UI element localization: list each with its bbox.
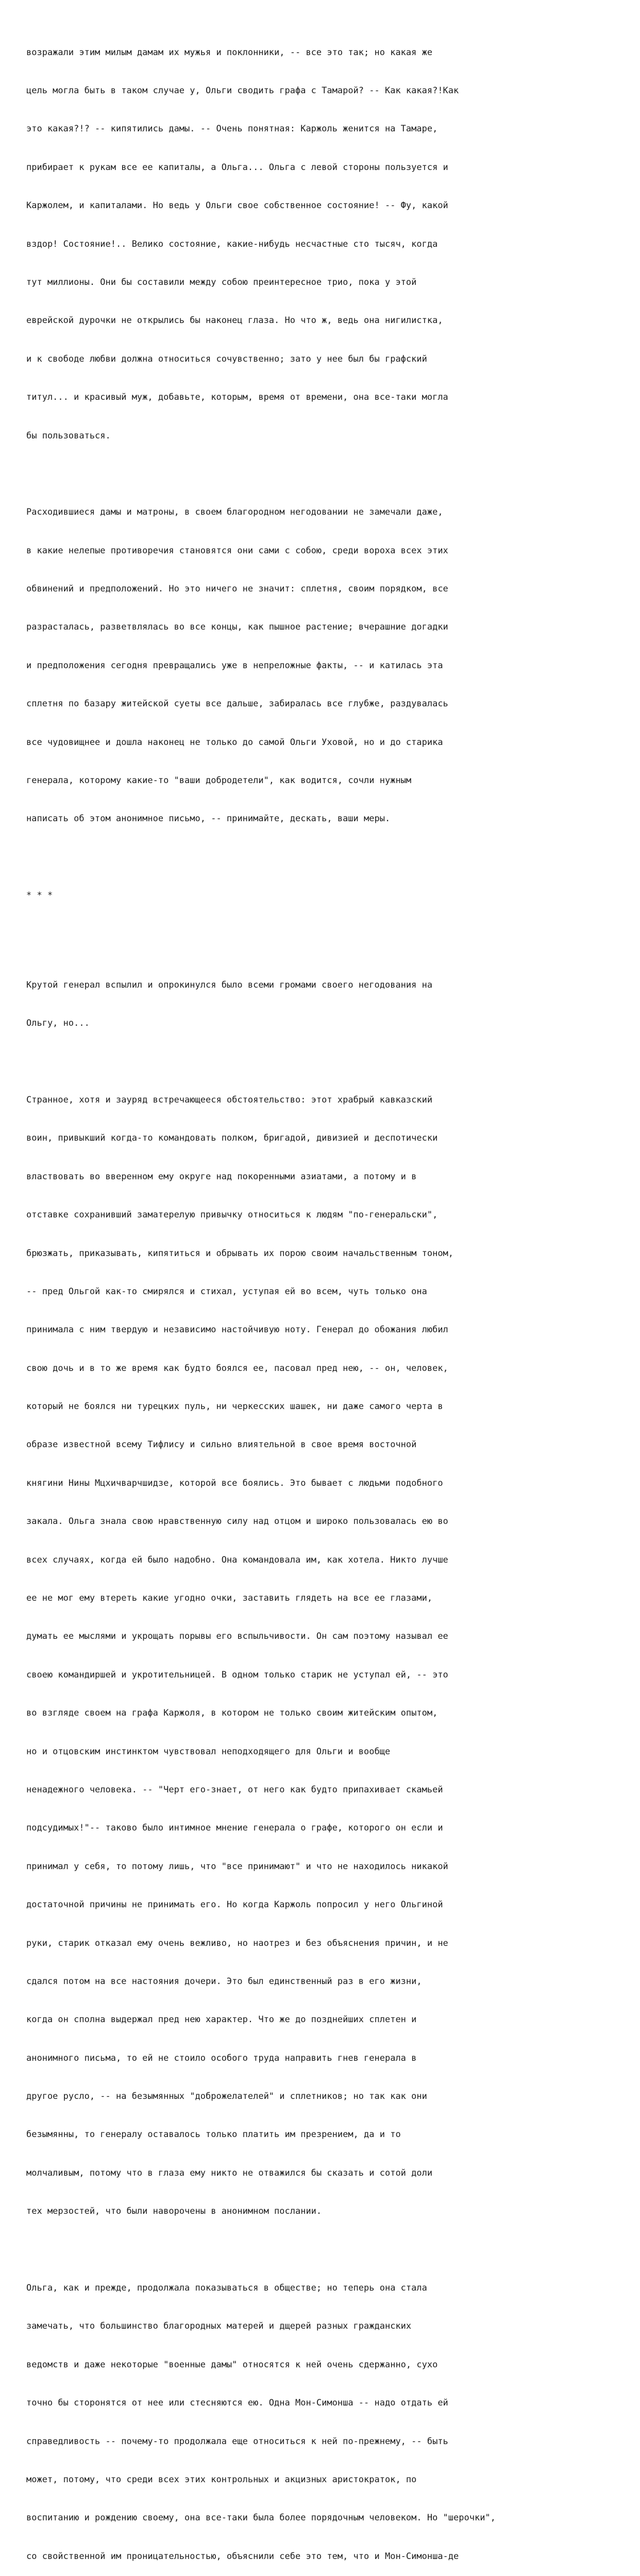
text-line: -- пред Ольгой как-то смирялся и стихал, уступая ей во всем, чуть только она [26,1286,427,1297]
text-line: вздор! Состояние!.. Велико состояние, какие-нибудь несчастные сто тысяч, когда [26,239,438,249]
text-line: другое русло, -- на безымянных "доброжелателей" и сплетников; но так как они [26,2091,427,2102]
text-line: властвовать во вверенном ему округе над покоренными азиатами, а потому и в [26,1171,417,1182]
text-line: это какая?!? -- кипятились дамы. -- Очень понятная: Каржоль женится на Тамаре, [26,124,438,134]
paragraph-2 [26,481,634,851]
text-line: брюзжать, приказывать, кипятиться и обрывать их порою своим начальственным тоном, [26,1248,454,1259]
text-line: закала. Ольга знала свою нравственную силу над отцом и широко пользовалась ею во [26,1516,448,1527]
text-line: воспитанию и рождению своему, она все-таки была более порядочным человеком. Но "шерочки", [26,2513,496,2523]
paragraph-3 [26,953,634,1055]
text-line: думать ее мыслями и укрощать порывы его вспыльчивости. Он сам поэтому называл ее [26,1631,448,1642]
text-line: Странное, хотя и зауряд встречающееся обстоятельство: этот храбрый кавказский [26,1094,433,1105]
text-line: возражали этим милым дамам их мужья и поклонники, -- все это так; но какая же [26,47,433,58]
text-line: руки, старик отказал ему очень вежливо, но наотрез и без объяснения причин, и не [26,1938,448,1948]
text-line: ведомств и даже некоторые "военные дамы" относятся к ней очень сдержанно, сухо [26,2359,438,2370]
text-line: принимала с ним твердую и независимо настойчивую ноту. Генерал до обожания любил [26,1325,448,1335]
text-line: сдался потом на все настояния дочери. Это был единственный раз в его жизни, [26,1976,422,1987]
text-line: достаточной причины не принимать его. Но когда Каржоль попросил у него Ольгиной [26,1900,443,1910]
text-line: который не боялся ни турецких пуль, ни черкесских шашек, ни даже самого черта в [26,1401,443,1412]
text-line: замечать, что большинство благородных матерей и дщерей разных гражданских [26,2321,412,2332]
text-line: тут миллионы. Они бы составили между собою преинтересное трио, пока у этой [26,277,417,287]
paragraph-gap [26,1056,634,1069]
paragraph-1 [26,21,634,468]
text-line: но и отцовским инстинктом чувствовал неподходящего для Ольги и вообще [26,1746,391,1757]
paragraph-gap [26,940,634,953]
text-line: ее не мог ему втереть какие угодно очки, заставить глядеть на все ее глазами, [26,1593,433,1604]
text-line: во взгляде своем на графа Каржоля, в котором не только своим житейским опытом, [26,1708,438,1719]
text-line: все чудовищнее и дошла наконец не только до самой Ольги Уховой, но и до старика [26,737,443,748]
text-line: ненадежного человека. -- "Черт его-знает, от него как будто припахивает скамьей [26,1784,443,1795]
text-line: анонимного письма, то ей не стоило особого труда направить гнев генерала в [26,2053,417,2063]
text-line: разрасталась, разветвлялась во все концы, как пышное растение; вчерашние догадки [26,622,448,633]
text-line: своею командиршей и укротительницей. В одном только старик не уступал ей, -- это [26,1669,448,1680]
text-line: Расходившиеся дамы и матроны, в своем благородном негодовании не замечали даже, [26,507,443,518]
text-line: сплетня по базару житейской суеты все дальше, забиралась все глубже, раздувалась [26,699,448,709]
text-line: отставке сохранивший заматерелую привычку относиться к людям "по-генеральски", [26,1210,438,1221]
text-line: тех мерзостей, что были наворочены в анонимном послании. [26,2206,322,2217]
text-line: и предположения сегодня превращались уже в непреложные факты, -- и катилась эта [26,660,443,671]
text-line: * * * [26,890,53,901]
paragraph-gap [26,851,634,864]
document-page [26,21,634,2576]
text-line: принимал у себя, то потому лишь, что "все принимают" и что не находилось никакой [26,1861,448,1872]
text-line: безымянны, то генералу оставалось только платить им презрением, да и то [26,2129,401,2140]
text-line: княгини Нины Мцхичварчшидзе, которой все боялись. Это бывает с людьми подобного [26,1478,443,1488]
text-line: справедливость -- почему-то продолжала еще относиться к ней по-прежнему, -- быть [26,2436,448,2447]
section-separator [26,864,634,928]
text-line: Ольга, как и прежде, продолжала показываться в обществе; но теперь она стала [26,2283,427,2294]
paragraph-5 [26,2256,634,2576]
paragraph-gap [26,468,634,481]
text-line: генерала, которому какие-то "ваши добродетели", как водится, сочли нужным [26,775,412,786]
text-line: подсудимых!"-- таково было интимное мнение генерала о графе, которого он если и [26,1823,443,1834]
text-line: точно бы сторонятся от нее или стесняются ею. Одна Мон-Симонша -- надо отдать ей [26,2398,448,2409]
text-line: со свойственной им проницательностью, объяснили себе это тем, что и Мон-Симонша-де [26,2551,459,2562]
text-line: цель могла быть в таком случае у, Ольги сводить графа с Тамарой? -- Как какая?!Как [26,85,459,96]
text-line: свою дочь и в то же время как будто боялся ее, пасовал пред нею, -- он, человек, [26,1363,448,1374]
text-line: в какие нелепые противоречия становятся они сами с собою, среди вороха всех этих [26,545,448,556]
text-line: и к свободе любви должна относиться сочувственно; зато у нее был бы графский [26,353,427,364]
text-line: титул... и красивый муж, добавьте, которым, время от времени, она все-таки могла [26,392,448,403]
paragraph-gap [26,2244,634,2257]
text-line: всех случаях, когда ей было надобно. Она командовала им, как хотела. Никто лучше [26,1554,448,1565]
text-line: бы пользоваться. [26,430,111,441]
text-line: Ольгу, но... [26,1018,90,1029]
text-line: Каржолем, и капиталами. Но ведь у Ольги свое собственное состояние! -- Фу, какой [26,200,448,211]
paragraph-gap [26,928,634,941]
text-line: может, потому, что среди всех этих контрольных и акцизных аристократок, по [26,2475,417,2485]
text-line: воин, привыкший когда-то командовать полком, бригадой, дивизией и деспотически [26,1133,438,1144]
text-line: когда он сполна выдержал пред нею характер. Что же до позднейших сплетен и [26,2014,417,2025]
text-line: Крутой генерал вспылил и опрокинулся было всеми громами своего негодования на [26,979,433,990]
text-line: еврейской дурочки не открылись бы наконец глаза. Но что ж, ведь она нигилистка, [26,315,443,326]
text-line: молчаливым, потому что в глаза ему никто не отважился бы сказать и сотой доли [26,2167,433,2178]
paragraph-4 [26,1068,634,2243]
text-line: прибирает к рукам все ее капиталы, а Ольга... Ольга с левой стороны пользуется и [26,162,448,173]
text-line: образе известной всему Тифлису и сильно влиятельной в свое время восточной [26,1439,417,1450]
text-line: написать об этом анонимное письмо, -- принимайте, дескать, ваши меры. [26,814,391,824]
text-line: обвинений и предположений. Но это ничего не значит: сплетня, своим порядком, все [26,584,448,595]
